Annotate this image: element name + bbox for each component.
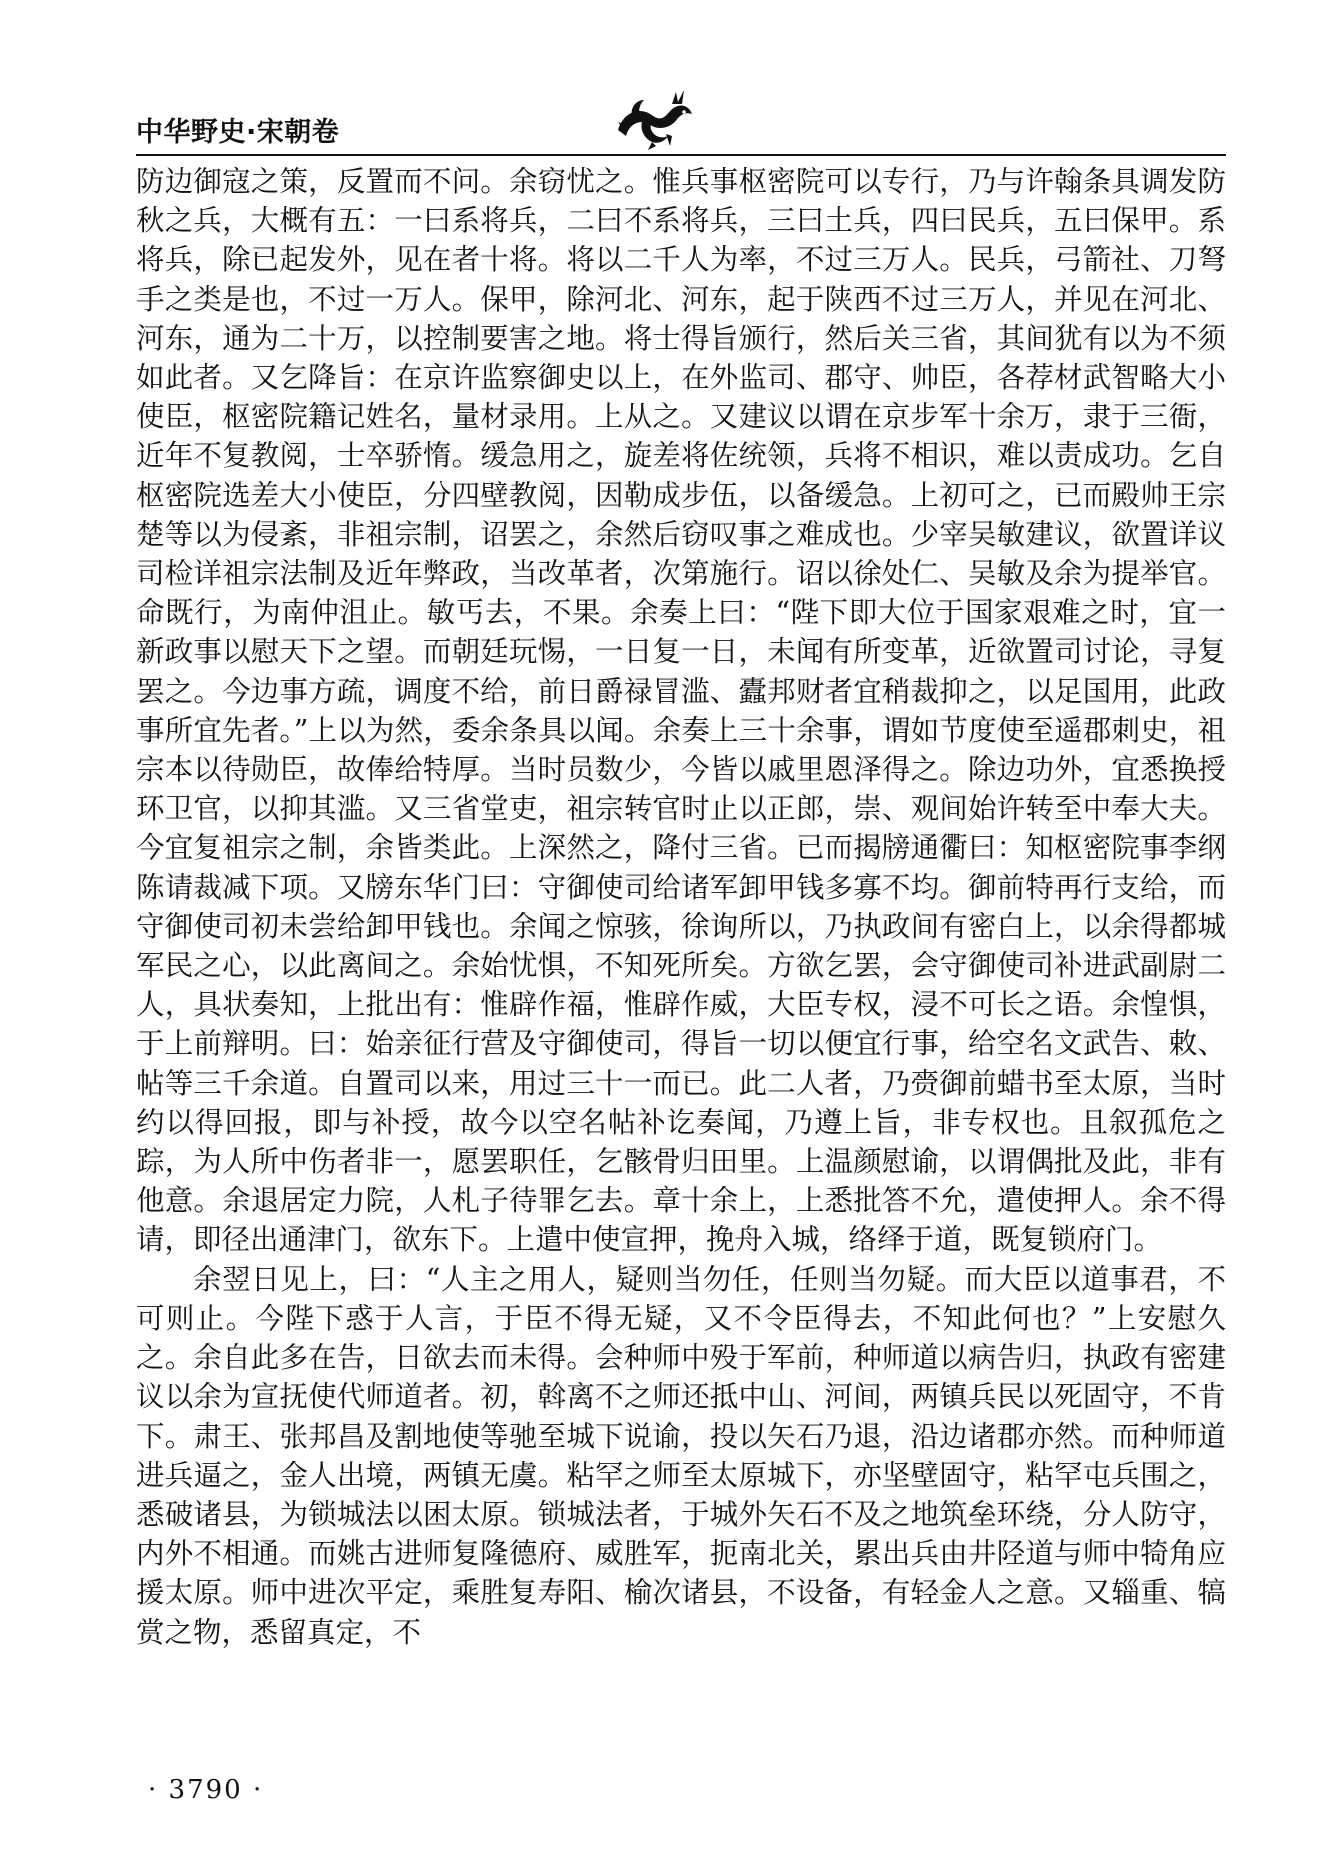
body-text (136, 162, 1226, 1652)
page-number: · 3790 · (148, 1775, 264, 1805)
header-rule (136, 154, 1226, 156)
dragon-emblem-icon (612, 86, 696, 152)
paragraph: 防边御寇之策，反置而不问。余窃忧之。惟兵事枢密院可以专行，乃与许翰条具调发防秋之兵，大概有五：一曰系将兵，二曰不系将兵，三曰土兵，四曰民兵，五曰保甲。系将兵，除已起发外，见在者十将。将以二千人为率，不过三万人。民兵，弓箭社、刀弩手之类是也，不过一万人。保甲，除河北、河东，起于陕西不过三万人，并见在河北、河东，通为二十万，以控制要害之地。将士得旨颁行，然后关三省，其间犹有以为不须如此者。又乞降旨：在京许监察御史以上，在外监司、郡守、帅臣，各荐材武智略大小使臣，枢密院籍记姓名，量材录用。上从之。又建议以谓在京步军十余万，隶于三衙，近年不复教阅，士卒骄惰。缓急用之，旋差将佐统领，兵将不相识，难以责成功。乞自枢密院选差大小使臣，分四壁教阅，因勒成步伍，以备缓急。上初可之，已而殿帅王宗楚等以为侵紊，非祖宗制，诏罢之，余然后窃叹事之难成也。少宰吴敏建议，欲置详议司检详祖宗法制及近年弊政，当改革者，次第施行。诏以徐处仁、吴敏及余为提举官。命既行，为南仲沮止。敏丐去，不果。余奏上曰：“陛下即大位于国家艰难之时，宜一新政事以慰天下之望。而朝廷玩惕，一日复一日，未闻有所变革，近欲置司讨论，寻复罢之。今边事方疏，调度不给，前日爵禄冒滥、蠹邦财者宜稍裁抑之，以足国用，此政事所宜先者。”上以为然，委余条具以闻。余奏上三十余事，谓如节度使至遥郡刺史，祖宗本以待勋臣，故俸给特厚。当时员数少，今皆以戚里恩泽得之。除边功外，宜悉换授环卫官，以抑其滥。又三省堂吏，祖宗转官时止以正郎，崇、观间始许转至中奉大夫。今宜复祖宗之制，余皆类此。上深然之，降付三省。已而揭牓通衢曰：知枢密院事李纲陈请裁减下项。又牓东华门曰：守御使司给诸军卸甲钱多寡不均。御前特再行支给，而守御使司初未尝给卸甲钱也。余闻之惊骇，徐询所以，乃执政间有密白上，以余得都城军民之心，以此离间之。余始忧惧，不知死所矣。方欲乞罢，会守御使司补进武副尉二人，具状奏知，上批出有：惟辟作福，惟辟作威，大臣专权，浸不可长之语。余惶惧，于上前辩明。曰：始亲征行营及守御使司，得旨一切以便宜行事，给空名文武告、敕、帖等三千余道。自置司以来，用过三十一而已。此二人者，乃赍御前蜡书至太原，当时约以得回报，即与补授，故今以空名帖补讫奏闻，乃遵上旨，非专权也。且叙孤危之踪，为人所中伤者非一，愿罢职任，乞骸骨归田里。上温颜慰谕，以谓偶批及此，非有他意。余退居定力院，人札子待罪乞去。章十余上，上悉批答不允，遣使押人。余不得请，即径出通津门，欲东下。上遣中使宣押，挽舟入城，络绎于道，既复锁府门。 (136, 165, 1226, 1257)
running-header (136, 96, 1226, 156)
paragraph: 余翌日见上，曰：“人主之用人，疑则当勿任，任则当勿疑。而大臣以道事君，不可则止。今陛下惑于人言，于臣不得无疑，又不令臣得去，不知此何也？”上安慰久之。余自此多在告，日欲去而未得。会种师中殁于军前，种师道以病告归，执政有密建议以余为宣抚使代师道者。初，斡离不之师还抵中山、河间，两镇兵民以死固守，不肯下。肃王、张邦昌及割地使等驰至城下说谕，投以矢石乃退，沿边诸郡亦然。而种师道进兵逼之，金人出境，两镇无虞。粘罕之师至太原城下，亦坚壁固守，粘罕屯兵围之，悉破诸县，为锁城法以困太原。锁城法者，于城外矢石不及之地筑垒环绕，分人防守，内外不相通。而姚古进师复隆德府、威胜军，扼南北关，累出兵由井陉道与师中犄角应援太原。师中进次平定，乘胜复寿阳、榆次诸县，不设备，有轻金人之意。又辎重、犒赏之物，悉留真定，不 (136, 1262, 1226, 1649)
book-title: 中华野史·宋朝卷 (136, 117, 340, 148)
